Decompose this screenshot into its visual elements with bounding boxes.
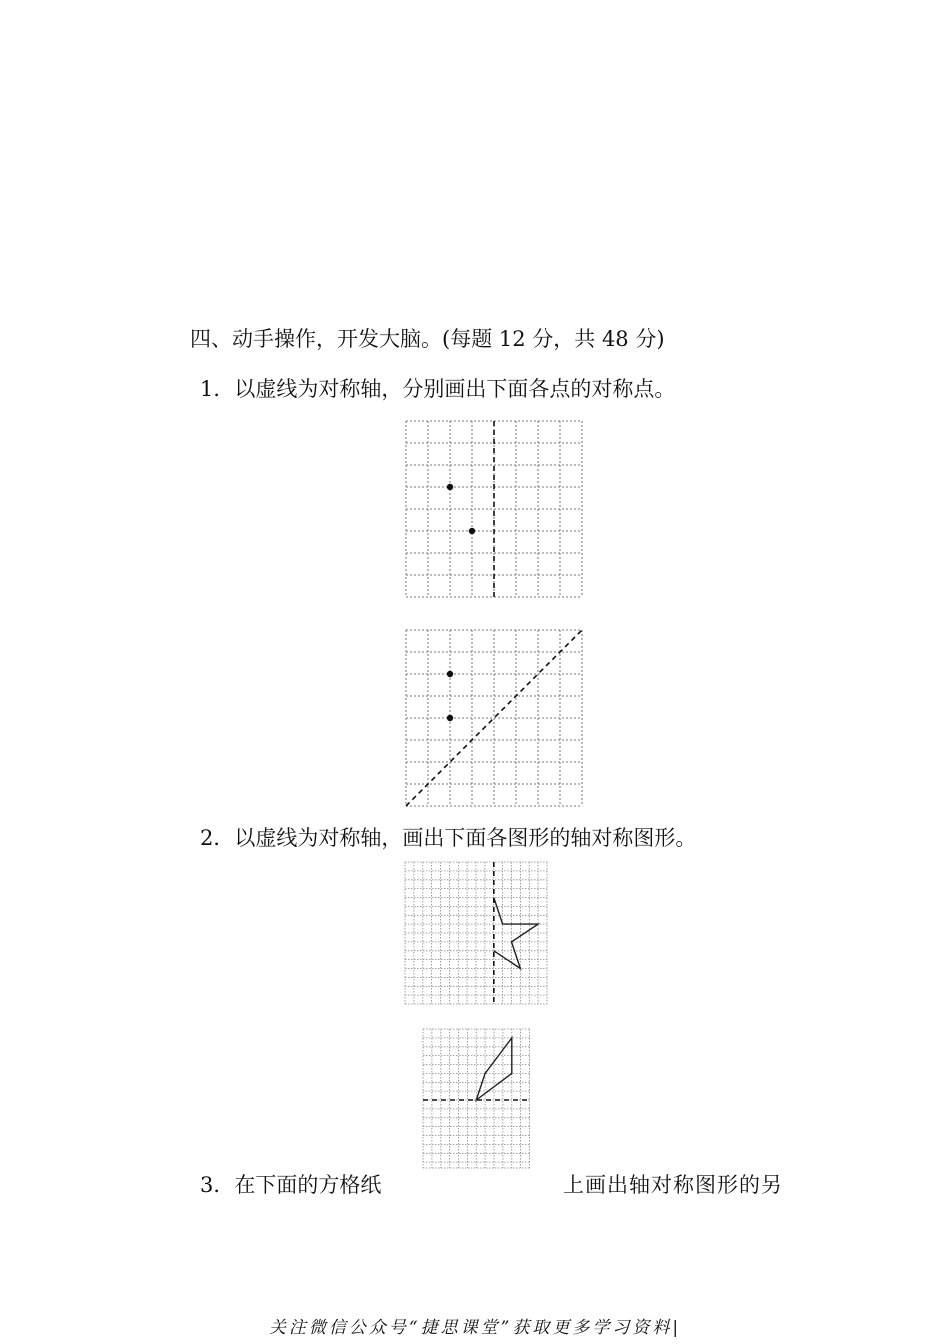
q1-point-c xyxy=(447,671,453,677)
q2-grid-shape-1 xyxy=(404,861,549,1006)
q1-point-d xyxy=(447,715,453,721)
q1-grid-vertical-axis xyxy=(405,420,587,602)
q2-grid-shape-2 xyxy=(422,1028,532,1170)
q1-grid-diagonal-axis xyxy=(405,629,587,811)
q1-grid-lines xyxy=(406,421,582,597)
section-heading: 四、动手操作，开发大脑。(每题 12 分，共 48 分) xyxy=(190,327,665,351)
question-3-text-after: 上画出轴对称图形的另 xyxy=(563,1173,783,1197)
q1-point-a xyxy=(447,484,453,490)
footer-note: 关注微信公众号“捷思课堂”获取更多学习资料| xyxy=(268,1318,682,1338)
q1-point-b xyxy=(469,528,475,534)
question-2-text: 2．以虚线为对称轴，画出下面各图形的轴对称图形。 xyxy=(200,826,697,850)
question-1-text: 1．以虚线为对称轴，分别画出下面各点的对称点。 xyxy=(200,377,676,401)
question-3-text-before: 3．在下面的方格纸 xyxy=(200,1173,382,1197)
